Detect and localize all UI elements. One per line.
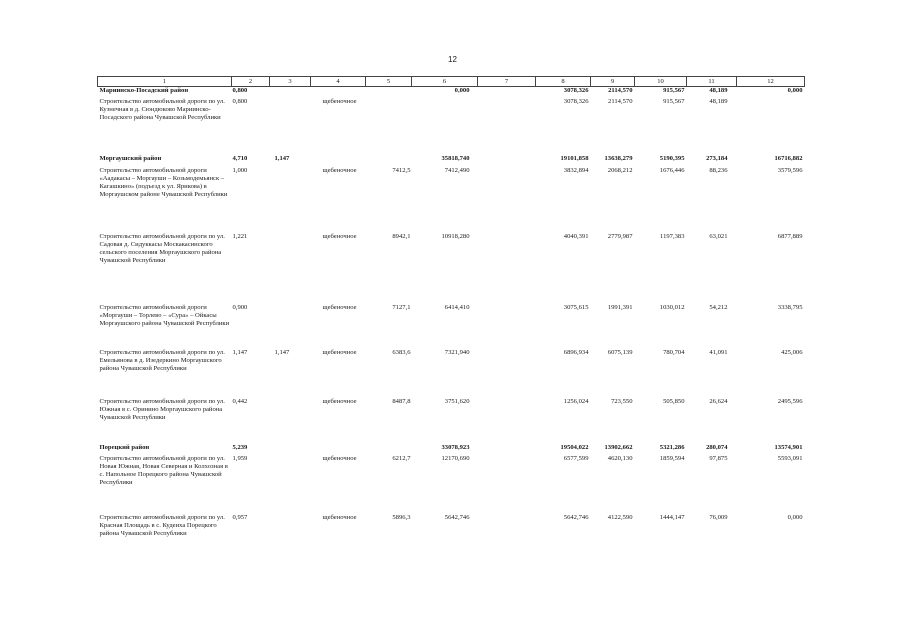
project-row — [98, 455, 805, 514]
table-cell: 7321,940 — [444, 349, 470, 356]
table-cell: 33078,923 — [441, 444, 470, 451]
table-cell — [478, 98, 536, 155]
table-cell: 8942,1 — [392, 233, 411, 240]
table-cell — [478, 233, 536, 304]
table-cell: 13902,662 — [604, 444, 633, 451]
column-header: 1 — [98, 77, 232, 87]
table-cell: 3579,596 — [777, 167, 803, 174]
table-cell: 505,850 — [663, 398, 685, 405]
table-cell — [270, 167, 311, 233]
table-cell — [412, 98, 478, 155]
column-header: 6 — [412, 77, 478, 87]
table-cell: 1197,383 — [660, 233, 685, 240]
table-cell: 5896,3 — [392, 514, 411, 521]
table-cell — [478, 304, 536, 349]
table-cell: 3338,795 — [777, 304, 803, 311]
project-row — [98, 233, 805, 304]
table-cell: 2114,570 — [608, 87, 633, 94]
table-cell — [270, 514, 311, 560]
table-cell — [478, 455, 536, 514]
table-cell: щебеночное — [322, 455, 357, 462]
table-cell: 26,624 — [709, 398, 728, 405]
table-cell: 41,091 — [709, 349, 728, 356]
table-cell — [478, 349, 536, 398]
table-cell — [270, 304, 311, 349]
table-cell — [478, 167, 536, 233]
table-cell: 5190,395 — [659, 155, 685, 162]
table-cell: 915,567 — [663, 87, 685, 94]
table-cell: 4040,391 — [563, 233, 589, 240]
table-cell: 4620,130 — [607, 455, 633, 462]
district-row — [98, 155, 805, 167]
project-row — [98, 398, 805, 444]
table-cell: 12170,690 — [441, 455, 470, 462]
table-body — [98, 87, 805, 561]
table-cell — [366, 444, 412, 455]
project-name-cell: Строительство автомобильной дороги «Моргауши – Торлево – «Сура» – Ойкасы Моргаушского района Чувашской Республики — [99, 304, 230, 327]
table-cell — [366, 155, 412, 167]
table-cell: 1444,147 — [659, 514, 685, 521]
column-header: 3 — [270, 77, 311, 87]
table-cell: 915,567 — [663, 98, 685, 105]
table-cell: 7412,490 — [444, 167, 470, 174]
table-cell: 1,147 — [274, 349, 290, 356]
table-cell: 273,184 — [706, 155, 728, 162]
table-cell: 6212,7 — [392, 455, 411, 462]
column-header: 9 — [591, 77, 635, 87]
table-cell: 3832,894 — [563, 167, 589, 174]
project-row — [98, 349, 805, 398]
table-cell — [478, 444, 536, 455]
table-cell: 63,021 — [709, 233, 728, 240]
table-cell: 1,000 — [232, 167, 248, 174]
table-cell: 6383,6 — [392, 349, 411, 356]
table-cell: 48,189 — [709, 87, 728, 94]
project-name-cell: Строительство автомобильной дороги по ул. Красная Площадь в с. Кудеиха Порецкого района Чувашской Республики — [99, 514, 225, 537]
column-header: 10 — [635, 77, 687, 87]
table-cell: 54,212 — [709, 304, 728, 311]
table-cell: 0,957 — [232, 514, 248, 521]
table-cell: 3078,326 — [563, 98, 589, 105]
column-header: 8 — [536, 77, 591, 87]
table-cell: щебеночное — [322, 349, 357, 356]
table-cell — [478, 398, 536, 444]
table-cell: 19504,022 — [560, 444, 589, 451]
table-cell — [478, 87, 536, 99]
table-cell: 1859,594 — [659, 455, 685, 462]
table-cell: 4,710 — [232, 155, 248, 162]
district-row — [98, 444, 805, 455]
table-header — [98, 77, 805, 87]
table-cell: 7412,5 — [392, 167, 411, 174]
table-cell: 0,900 — [232, 304, 248, 311]
table-cell: 0,000 — [787, 87, 803, 94]
table-cell: 19101,858 — [560, 155, 589, 162]
header-row — [98, 77, 805, 87]
table-cell: 5,239 — [232, 444, 248, 451]
table-cell — [270, 98, 311, 155]
table-cell: 35818,740 — [441, 155, 470, 162]
table-cell: 1030,012 — [659, 304, 685, 311]
table-cell: 6075,139 — [607, 349, 633, 356]
table-cell: 1,221 — [232, 233, 248, 240]
project-name-cell: Строительство автомобильной дороги по ул. Кузнечная в д. Сюндюково Мариинско-Посадского района Чувашской Республики — [99, 98, 225, 121]
page-number: 12 — [448, 55, 457, 64]
project-name-cell: Строительство автомобильной дороги по ул. Садовая д. Сидуккасы Москакасинского сельского поселения Моргаушского района Чувашской Республики — [99, 233, 225, 264]
project-row — [98, 167, 805, 233]
table-cell: 0,000 — [454, 87, 470, 94]
table-cell: 6577,599 — [563, 455, 589, 462]
table-cell: 13574,901 — [774, 444, 803, 451]
table-cell: 16716,882 — [774, 155, 803, 162]
table-cell: 8487,8 — [392, 398, 411, 405]
table-cell: 280,074 — [706, 444, 728, 451]
table-cell: 2068,212 — [607, 167, 633, 174]
table-cell: 10918,280 — [441, 233, 470, 240]
table-cell — [270, 398, 311, 444]
table-cell: 2779,987 — [607, 233, 633, 240]
table-cell: 6896,934 — [563, 349, 589, 356]
district-row — [98, 87, 805, 99]
table-cell: 1676,446 — [659, 167, 685, 174]
table-cell — [366, 87, 412, 99]
table-cell: 723,550 — [611, 398, 633, 405]
table-cell: 1991,391 — [607, 304, 633, 311]
column-header: 2 — [232, 77, 270, 87]
table-cell — [311, 444, 366, 455]
table-cell — [270, 444, 311, 455]
table-cell: 5642,746 — [444, 514, 470, 521]
table-cell: щебеночное — [322, 167, 357, 174]
column-header: 11 — [687, 77, 737, 87]
table-cell: щебеночное — [322, 514, 357, 521]
project-name-cell: Строительство автомобильной дороги по ул. Новая Южная, Новая Северная и Колхозная в с. Напольное Порецкого района Чувашской Республики — [99, 455, 228, 486]
table-cell: 5642,746 — [563, 514, 589, 521]
table-cell — [270, 87, 311, 99]
table-cell — [311, 87, 366, 99]
table-cell: 4122,590 — [607, 514, 633, 521]
district-name-cell: Порецкий район — [99, 444, 150, 451]
table-cell — [366, 98, 412, 155]
table-cell: 97,875 — [709, 455, 728, 462]
project-name-cell: Строительство автомобильной дороги по ул. Емельянова в д. Изедеркино Моргаушского района Чувашской Республики — [99, 349, 225, 372]
project-name-cell: Строительство автомобильной дороги по ул. Южная в с. Оринино Моргаушского района Чувашской Республики — [99, 398, 225, 421]
table-cell: 2114,570 — [608, 98, 633, 105]
table-cell: 0,800 — [232, 87, 248, 94]
table-cell: 780,704 — [663, 349, 685, 356]
table-cell: 5321,286 — [659, 444, 685, 451]
column-header: 12 — [737, 77, 805, 87]
table-cell: 13638,279 — [604, 155, 633, 162]
table-cell: 3078,326 — [563, 87, 589, 94]
table-cell: 6414,410 — [444, 304, 470, 311]
table-cell: щебеночное — [322, 98, 357, 105]
district-name-cell: Мариинско-Посадский район — [99, 87, 189, 94]
district-name-cell: Моргаушский район — [99, 155, 162, 162]
table-cell: 1,959 — [232, 455, 248, 462]
table-cell: щебеночное — [322, 304, 357, 311]
table-cell: 5593,091 — [777, 455, 803, 462]
project-name-cell: Строительство автомобильной дороги «Аадакасы – Моргауши – Козьмодемьянск – Кагашкино» (подъезд к ул. Ярикова) в Моргаушском районе Чувашской Республики — [99, 167, 228, 198]
column-header: 5 — [366, 77, 412, 87]
table-cell — [478, 514, 536, 560]
table-cell: 6877,889 — [777, 233, 803, 240]
budget-table — [97, 76, 805, 560]
table-cell: 425,006 — [781, 349, 803, 356]
table-cell — [311, 155, 366, 167]
table-cell: 76,009 — [709, 514, 728, 521]
table-cell — [737, 98, 805, 155]
column-header: 4 — [311, 77, 366, 87]
table-cell: 3751,620 — [444, 398, 470, 405]
table-cell: 2495,596 — [777, 398, 803, 405]
table-cell: 1,147 — [274, 155, 290, 162]
table-cell: 3075,615 — [563, 304, 589, 311]
project-row — [98, 98, 805, 155]
table-cell: щебеночное — [322, 398, 357, 405]
table-cell: 1,147 — [232, 349, 248, 356]
table-cell: 48,189 — [709, 98, 728, 105]
table-cell: 0,800 — [232, 98, 248, 105]
table-cell: щебеночное — [322, 233, 357, 240]
column-header: 7 — [478, 77, 536, 87]
table-cell — [270, 233, 311, 304]
table-cell — [270, 455, 311, 514]
table-cell — [478, 155, 536, 167]
project-row — [98, 304, 805, 349]
table-cell: 88,236 — [709, 167, 728, 174]
project-row — [98, 514, 805, 560]
table-cell: 0,442 — [232, 398, 248, 405]
table-cell: 7127,1 — [392, 304, 411, 311]
table-cell: 1256,024 — [563, 398, 589, 405]
table-cell: 0,000 — [787, 514, 803, 521]
